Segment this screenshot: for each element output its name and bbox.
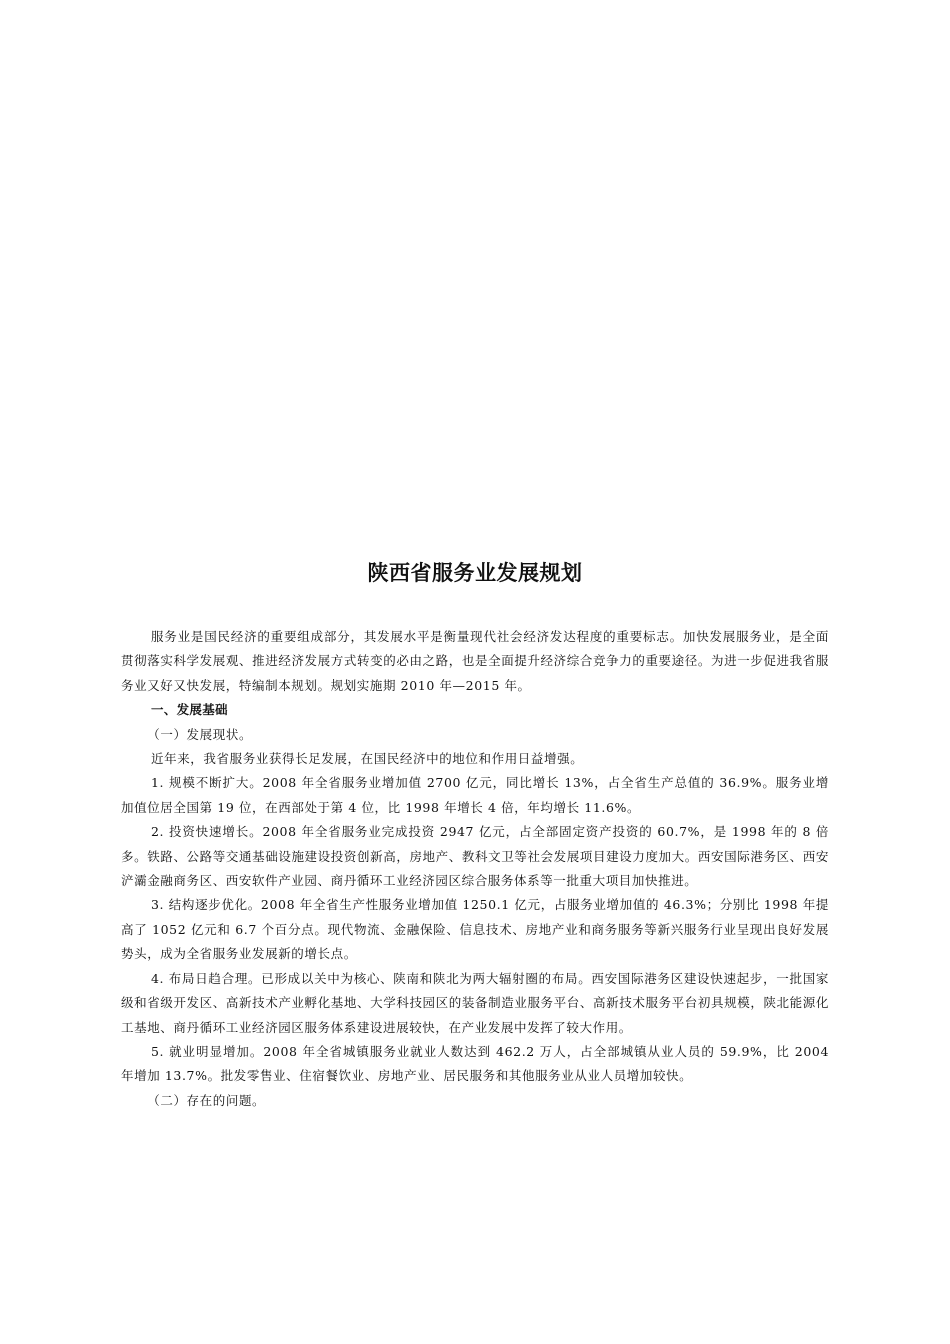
paragraph-structure-optimization: 3. 结构逐步优化。2008 年全省生产性服务业增加值 1250.1 亿元，占服务业增加值的 46.3%；分别比 1998 年提高了 1052 亿元和 6.7 个百分点。现代物流、金融保险、信息技术、房地产业和商务服务等新兴服务行业呈现出良好发展势头，成为全省服务业发展新的增长点。 bbox=[121, 897, 829, 962]
document-title: 陕西省服务业发展规划 bbox=[367, 561, 583, 585]
subsection-heading-existing-problems: （二）存在的问题。 bbox=[147, 1092, 266, 1108]
paragraph-employment-increase: 5. 就业明显增加。2008 年全省城镇服务业就业人数达到 462.2 万人，占全部城镇从业人员的 59.9%，比 2004 年增加 13.7%。批发零售业、住宿餐饮业、房地产业、居民服务和其他服务业从业人员增加较快。 bbox=[121, 1043, 829, 1084]
paragraph-current-status-intro: 近年来，我省服务业获得长足发展，在国民经济中的地位和作用日益增强。 bbox=[151, 751, 584, 767]
subsection-heading-current-status: （一）发展现状。 bbox=[147, 726, 253, 742]
document-body bbox=[121, 625, 829, 1113]
paragraph-scale-expansion: 1. 规模不断扩大。2008 年全省服务业增加值 2700 亿元，同比增长 13%，占全省生产总值的 36.9%。服务业增加值位居全国第 19 位，在西部处于第 4 位，比 1998 年增长 4 倍，年均增长 11.6%。 bbox=[121, 775, 829, 815]
section-heading-development-basis: 一、发展基础 bbox=[151, 702, 228, 718]
intro-paragraph: 服务业是国民经济的重要组成部分，其发展水平是衡量现代社会经济发达程度的重要标志。加快发展服务业，是全面贯彻落实科学发展观、推进经济发展方式转变的必由之路，也是全面提升经济综合竞争力的重要途径。为进一步促进我省服务业又好又快发展，特编制本规划。规划实施期 2010 年—2015 年。 bbox=[121, 629, 829, 693]
paragraph-investment-growth: 2. 投资快速增长。2008 年全省服务业完成投资 2947 亿元，占全部固定资产投资的 60.7%，是 1998 年的 8 倍多。铁路、公路等交通基础设施建设投资创新高，房地产、教科文卫等社会发展项目建设力度加大。西安国际港务区、西安浐灞金融商务区、西安软件产业园、商丹循环工业经济园区综合服务体系等一批重大项目加快推进。 bbox=[121, 824, 829, 889]
paragraph-layout-rationalization: 4. 布局日趋合理。已形成以关中为核心、陕南和陕北为两大辐射圈的布局。西安国际港务区建设快速起步，一批国家级和省级开发区、高新技术产业孵化基地、大学科技园区的装备制造业服务平台、高新技术服务平台初具规模，陕北能源化工基地、商丹循环工业经济园区服务体系建设进展较快，在产业发展中发挥了较大作用。 bbox=[121, 970, 829, 1035]
